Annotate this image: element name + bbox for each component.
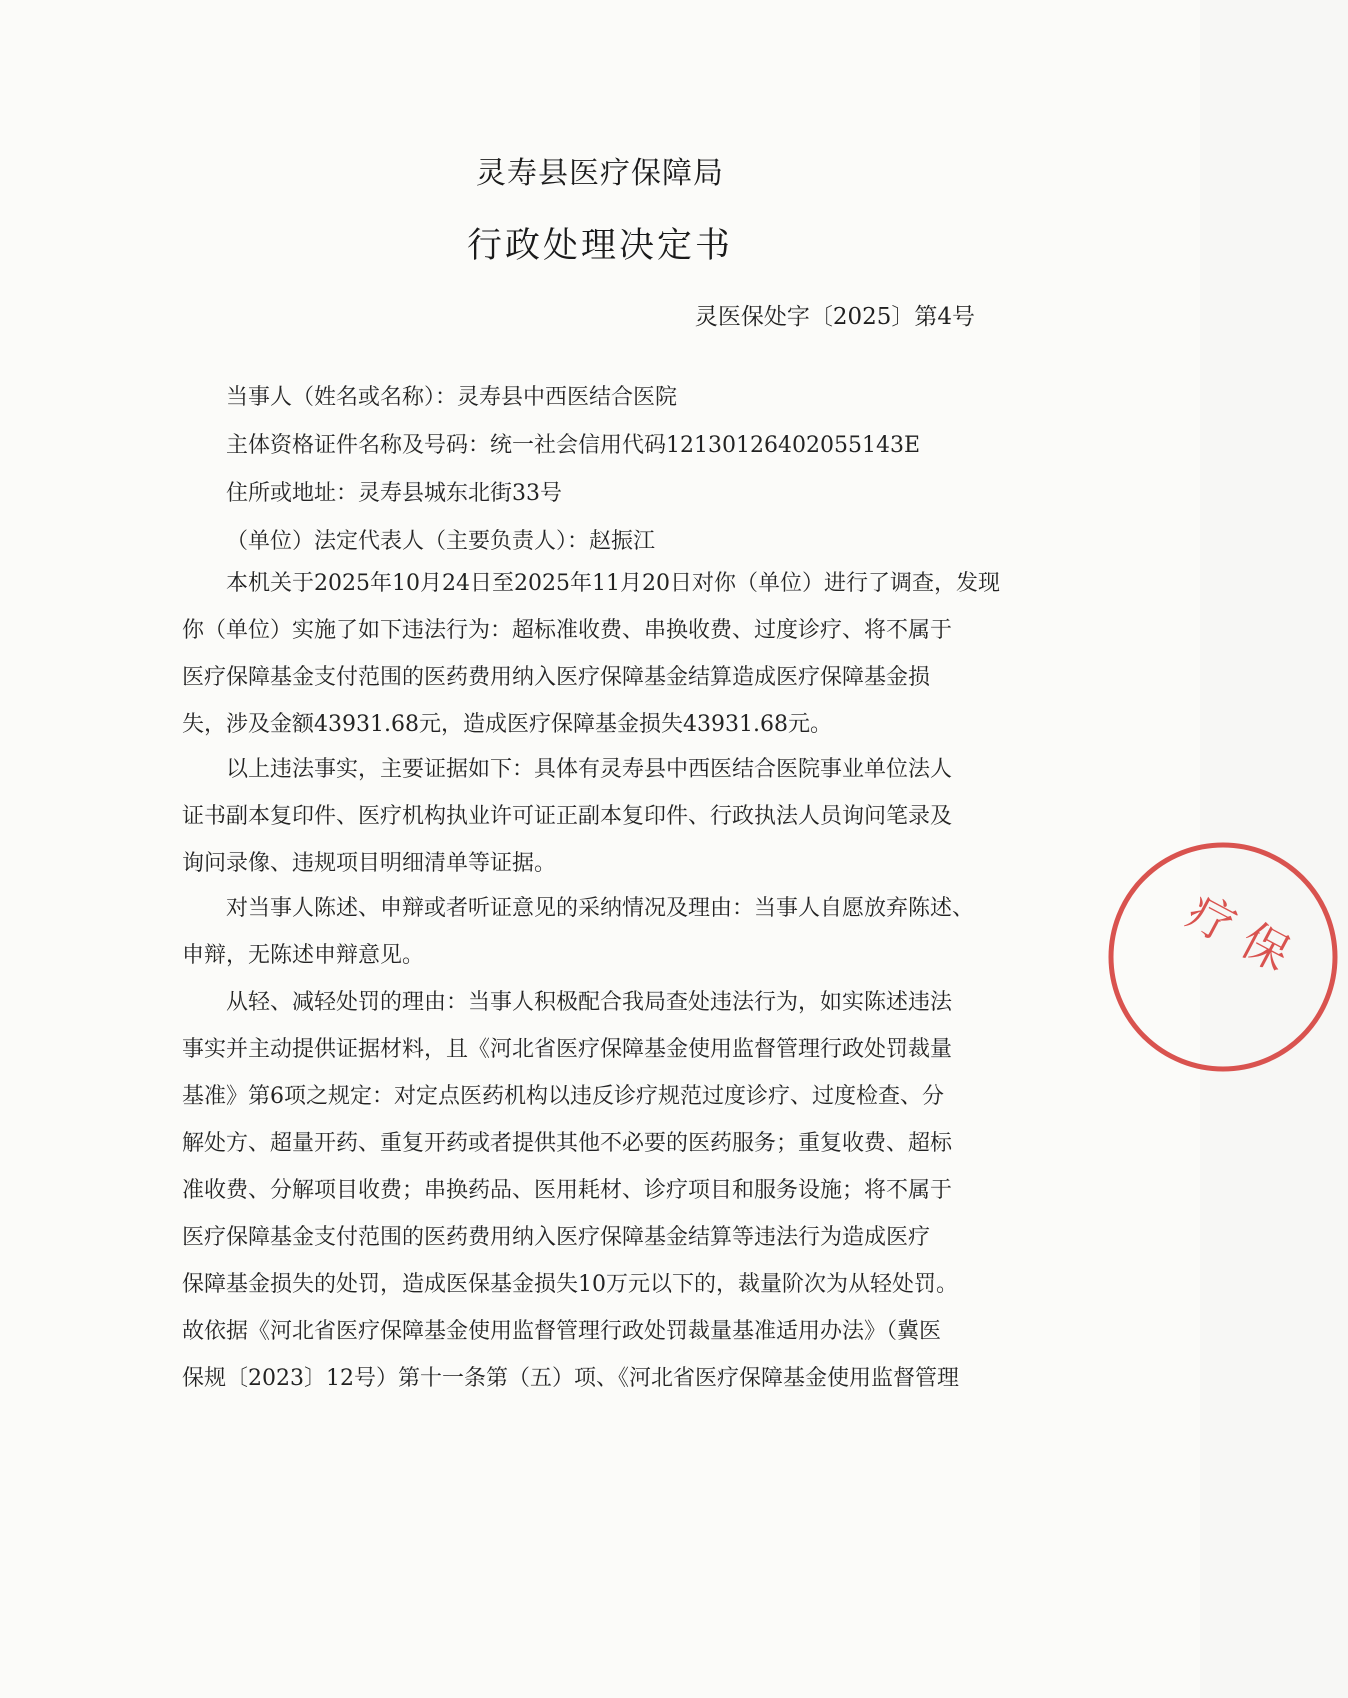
party-id-line: 主体资格证件名称及号码：统一社会信用代码12130126402055143E: [226, 433, 921, 458]
paragraph-line: 保规〔2023〕12号）第十一条第（五）项、《河北省医疗保障基金使用监督管理: [182, 1366, 959, 1391]
seal-text: 疗 保: [1178, 884, 1299, 982]
document-title: 行政处理决定书: [466, 226, 733, 266]
paragraph-line: 医疗保障基金支付范围的医药费用纳入医疗保障基金结算造成医疗保障基金损: [182, 665, 931, 690]
paragraph-line: 你（单位）实施了如下违法行为：超标准收费、串换收费、过度诊疗、将不属于: [182, 618, 953, 643]
official-seal: [1098, 832, 1348, 1082]
party-name-line: 当事人（姓名或名称）：灵寿县中西医结合医院: [226, 385, 678, 410]
paragraph-line: 从轻、减轻处罚的理由：当事人积极配合我局查处违法行为，如实陈述违法: [226, 990, 953, 1015]
paragraph-line: 询问录像、违规项目明细清单等证据。: [182, 851, 557, 876]
paragraph-line: 保障基金损失的处罚，造成医保基金损失10万元以下的，裁量阶次为从轻处罚。: [182, 1272, 958, 1297]
party-address-line: 住所或地址：灵寿县城东北街33号: [226, 481, 562, 506]
paragraph-line: 事实并主动提供证据材料，且《河北省医疗保障基金使用监督管理行政处罚裁量: [182, 1037, 953, 1062]
paragraph-line: 证书副本复印件、医疗机构执业许可证正副本复印件、行政执法人员询问笔录及: [182, 804, 953, 829]
paragraph-line: 基准》第6项之规定：对定点医药机构以违反诊疗规范过度诊疗、过度检查、分: [182, 1084, 944, 1109]
org-title: 灵寿县医疗保障局: [476, 156, 724, 191]
party-representative-line: （单位）法定代表人（主要负责人）：赵振江: [226, 529, 656, 554]
document-number: 灵医保处字〔2025〕第4号: [694, 304, 975, 330]
paragraph-line: 失，涉及金额43931.68元，造成医疗保障基金损失43931.68元。: [182, 712, 832, 737]
paragraph-line: 故依据《河北省医疗保障基金使用监督管理行政处罚裁量基准适用办法》（冀医: [182, 1319, 942, 1344]
paragraph-line: 准收费、分解项目收费；串换药品、医用耗材、诊疗项目和服务设施；将不属于: [182, 1178, 953, 1203]
paragraph-line: 解处方、超量开药、重复开药或者提供其他不必要的医药服务；重复收费、超标: [182, 1131, 953, 1156]
paragraph-line: 以上违法事实，主要证据如下：具体有灵寿县中西医结合医院事业单位法人: [226, 757, 953, 782]
seal-ring: [1111, 845, 1335, 1069]
paragraph-line: 医疗保障基金支付范围的医药费用纳入医疗保障基金结算等违法行为造成医疗: [182, 1225, 931, 1250]
paragraph-line: 本机关于2025年10月24日至2025年11月20日对你（单位）进行了调查，发现: [226, 571, 1000, 596]
paragraph-line: 对当事人陈述、申辩或者听证意见的采纳情况及理由：当事人自愿放弃陈述、: [226, 896, 975, 921]
paragraph-line: 申辩，无陈述申辩意见。: [182, 943, 425, 968]
